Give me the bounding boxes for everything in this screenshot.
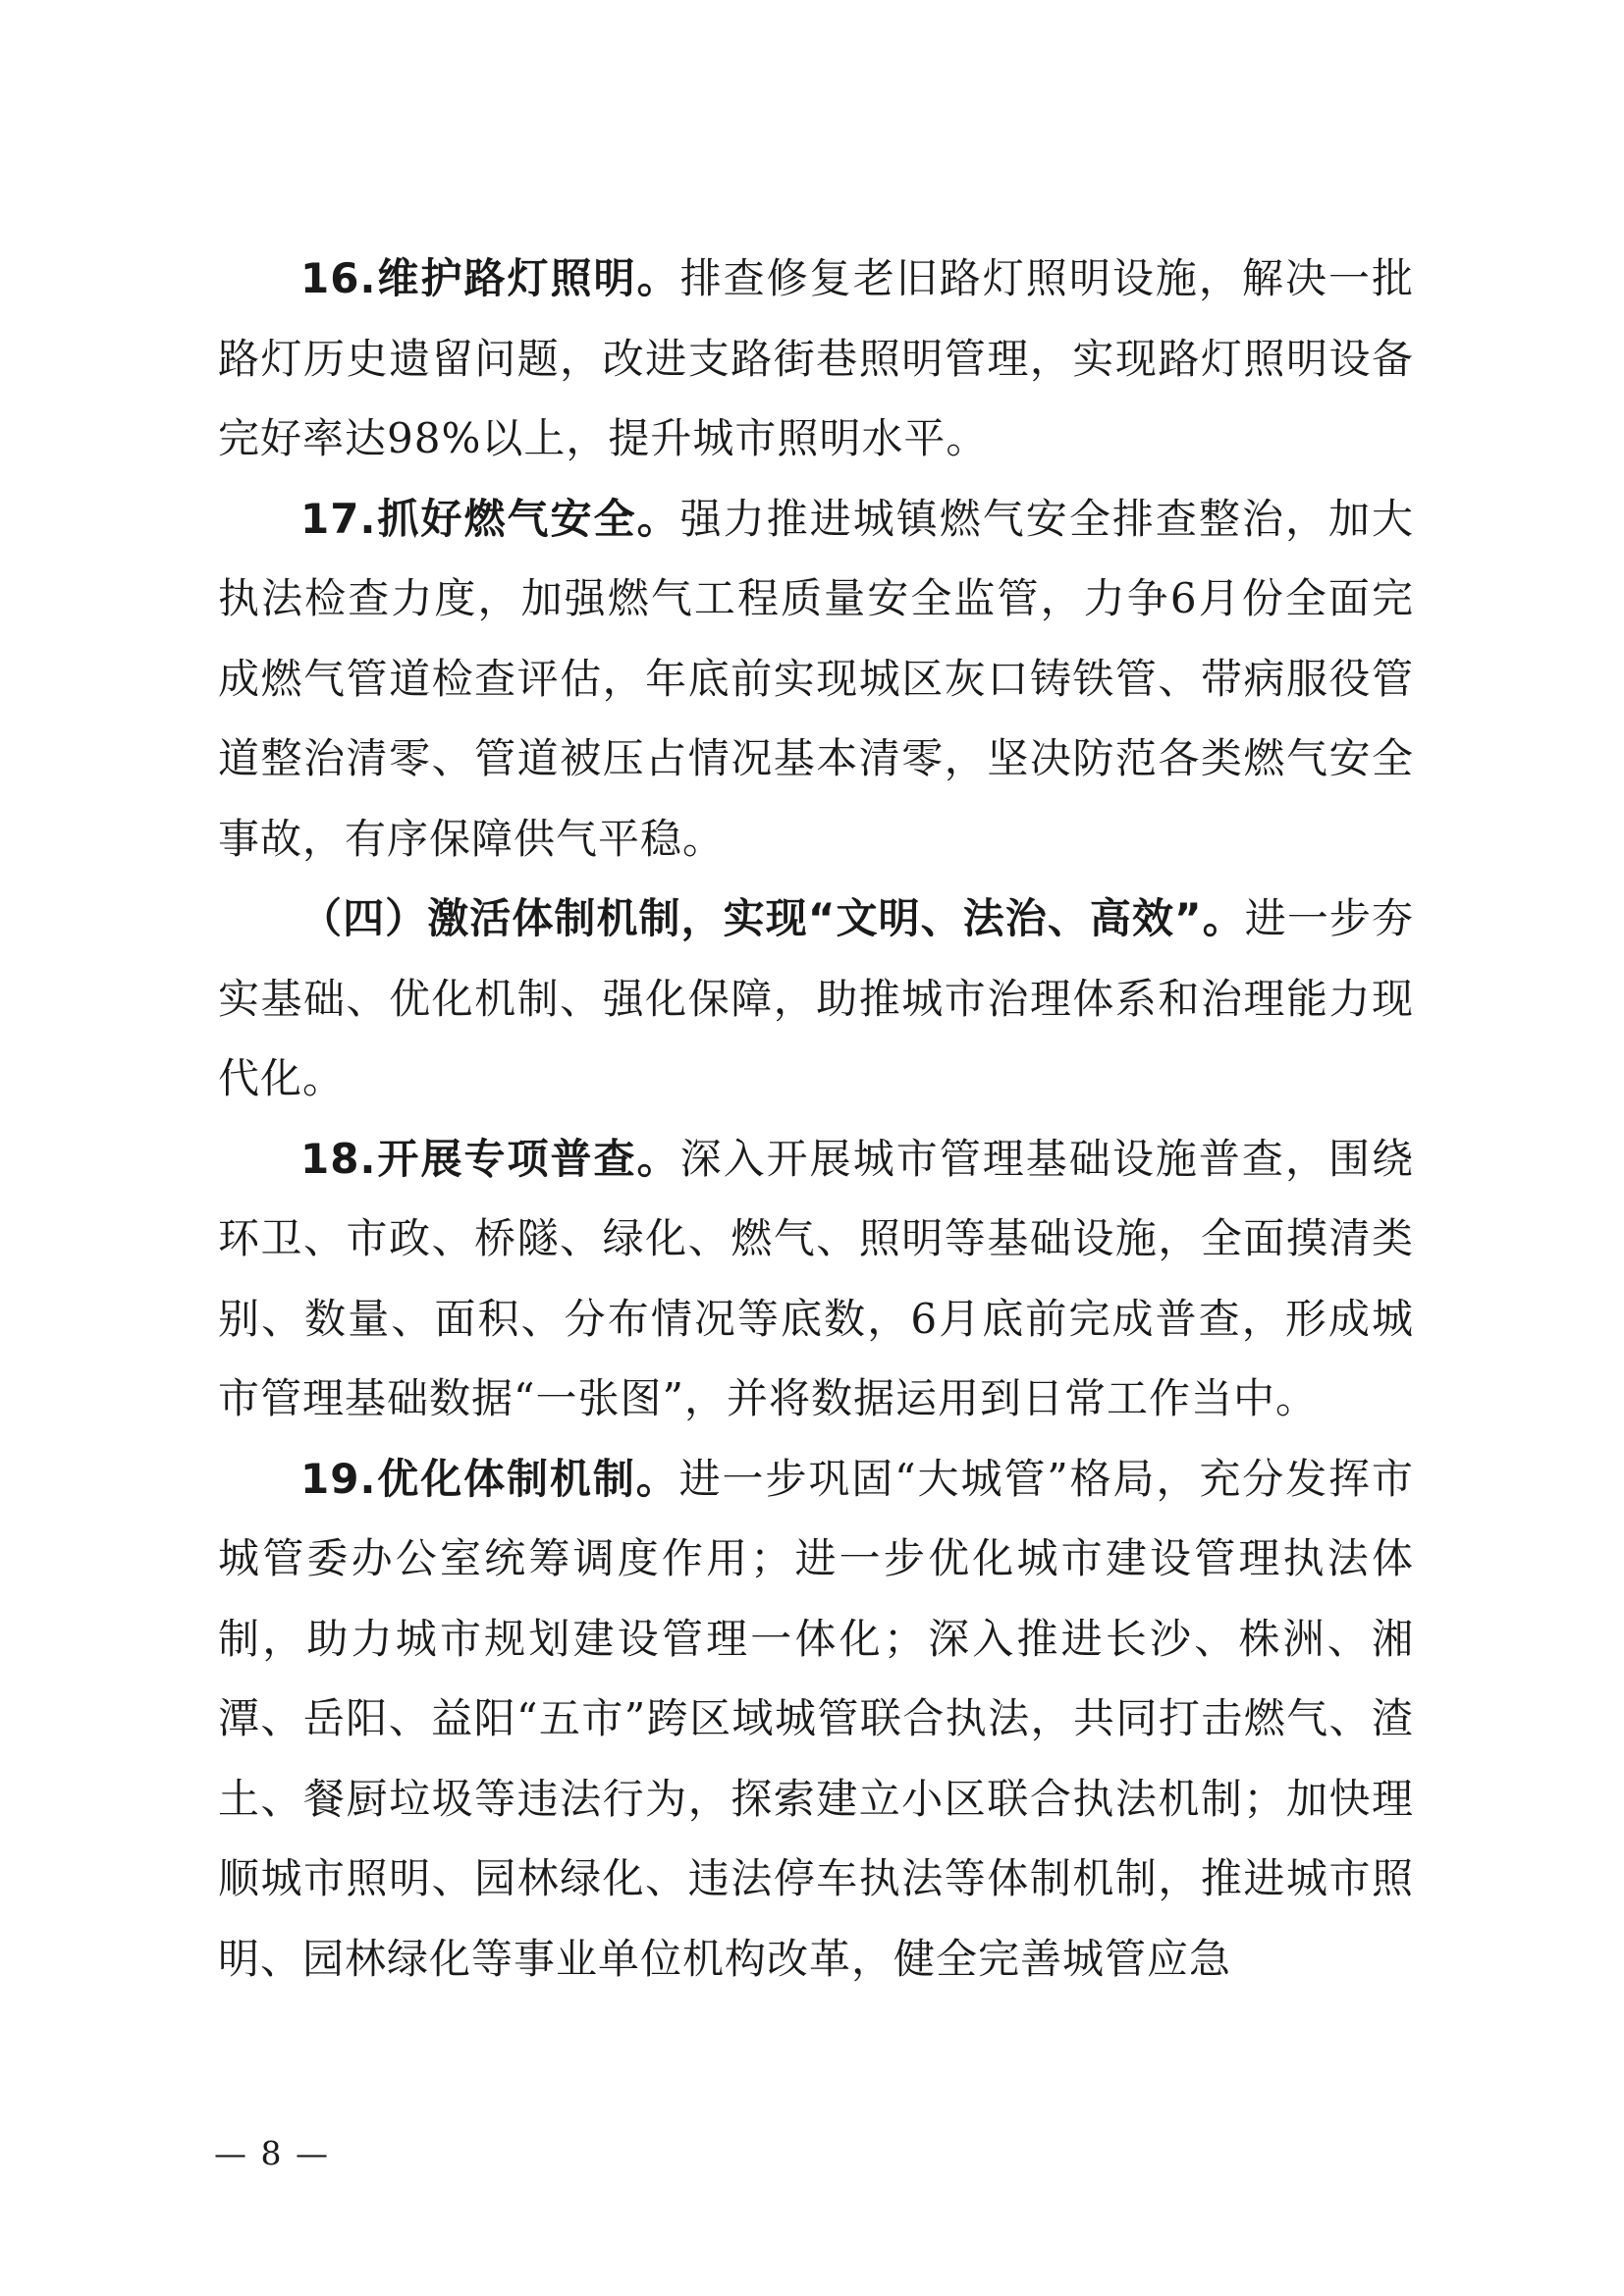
paragraph-text: 进一步夯实基础、优化机制、强化保障，助推城市治理体系和治理能力现代化。 (218, 894, 1414, 1102)
paragraph-heading: 18.开展专项普查。 (300, 1134, 680, 1183)
paragraph-heading: 19.优化体制机制。 (300, 1454, 679, 1503)
section-heading: （四）激活体制机制，实现“文明、法治、高效”。 (300, 894, 1245, 942)
paragraph-heading: 17.抓好燃气安全。 (300, 494, 680, 543)
paragraph-19 (218, 1439, 1414, 2000)
paragraph-text: 排查修复老旧路灯照明设施，解决一批路灯历史遗留问题，改进支路街巷照明管理，实现路灯照明设备完好率达98%以上，提升城市照明水平。 (218, 254, 1414, 462)
paragraph-text: 强力推进城镇燃气安全排查整治，加大执法检查力度，加强燃气工程质量安全监管，力争6月份全面完成燃气管道检查评估，年底前实现城区灰口铸铁管、带病服役管道整治清零、管道被压占情况基本清零，坚决防范各类燃气安全事故，有序保障供气平稳。 (218, 494, 1414, 863)
paragraph-text: 进一步巩固“大城管”格局，充分发挥市城管委办公室统筹调度作用；进一步优化城市建设管理执法体制，助力城市规划建设管理一体化；深入推进长沙、株洲、湘潭、岳阳、益阳“五市”跨区域城管联合执法，共同打击燃气、渣土、餐厨垃圾等违法行为，探索建立小区联合执法机制；加快理顺城市照明、园林绿化、违法停车执法等体制机制，推进城市照明、园林绿化等事业单位机构改革，健全完善城管应急 (218, 1454, 1414, 1983)
paragraph-heading: 16.维护路灯照明。 (300, 254, 680, 302)
page-number: — 8 — (214, 2134, 330, 2172)
paragraph-text: 深入开展城市管理基础设施普查，围绕环卫、市政、桥隧、绿化、燃气、照明等基础设施，全面摸清类别、数量、面积、分布情况等底数，6月底前完成普查，形成城市管理基础数据“一张图”，并将数据运用到日常工作当中。 (218, 1134, 1414, 1422)
section-heading-4 (218, 879, 1414, 1119)
paragraph-16 (218, 239, 1414, 479)
paragraph-17 (218, 479, 1414, 880)
paragraph-18 (218, 1119, 1414, 1439)
document-body (218, 239, 1414, 1999)
